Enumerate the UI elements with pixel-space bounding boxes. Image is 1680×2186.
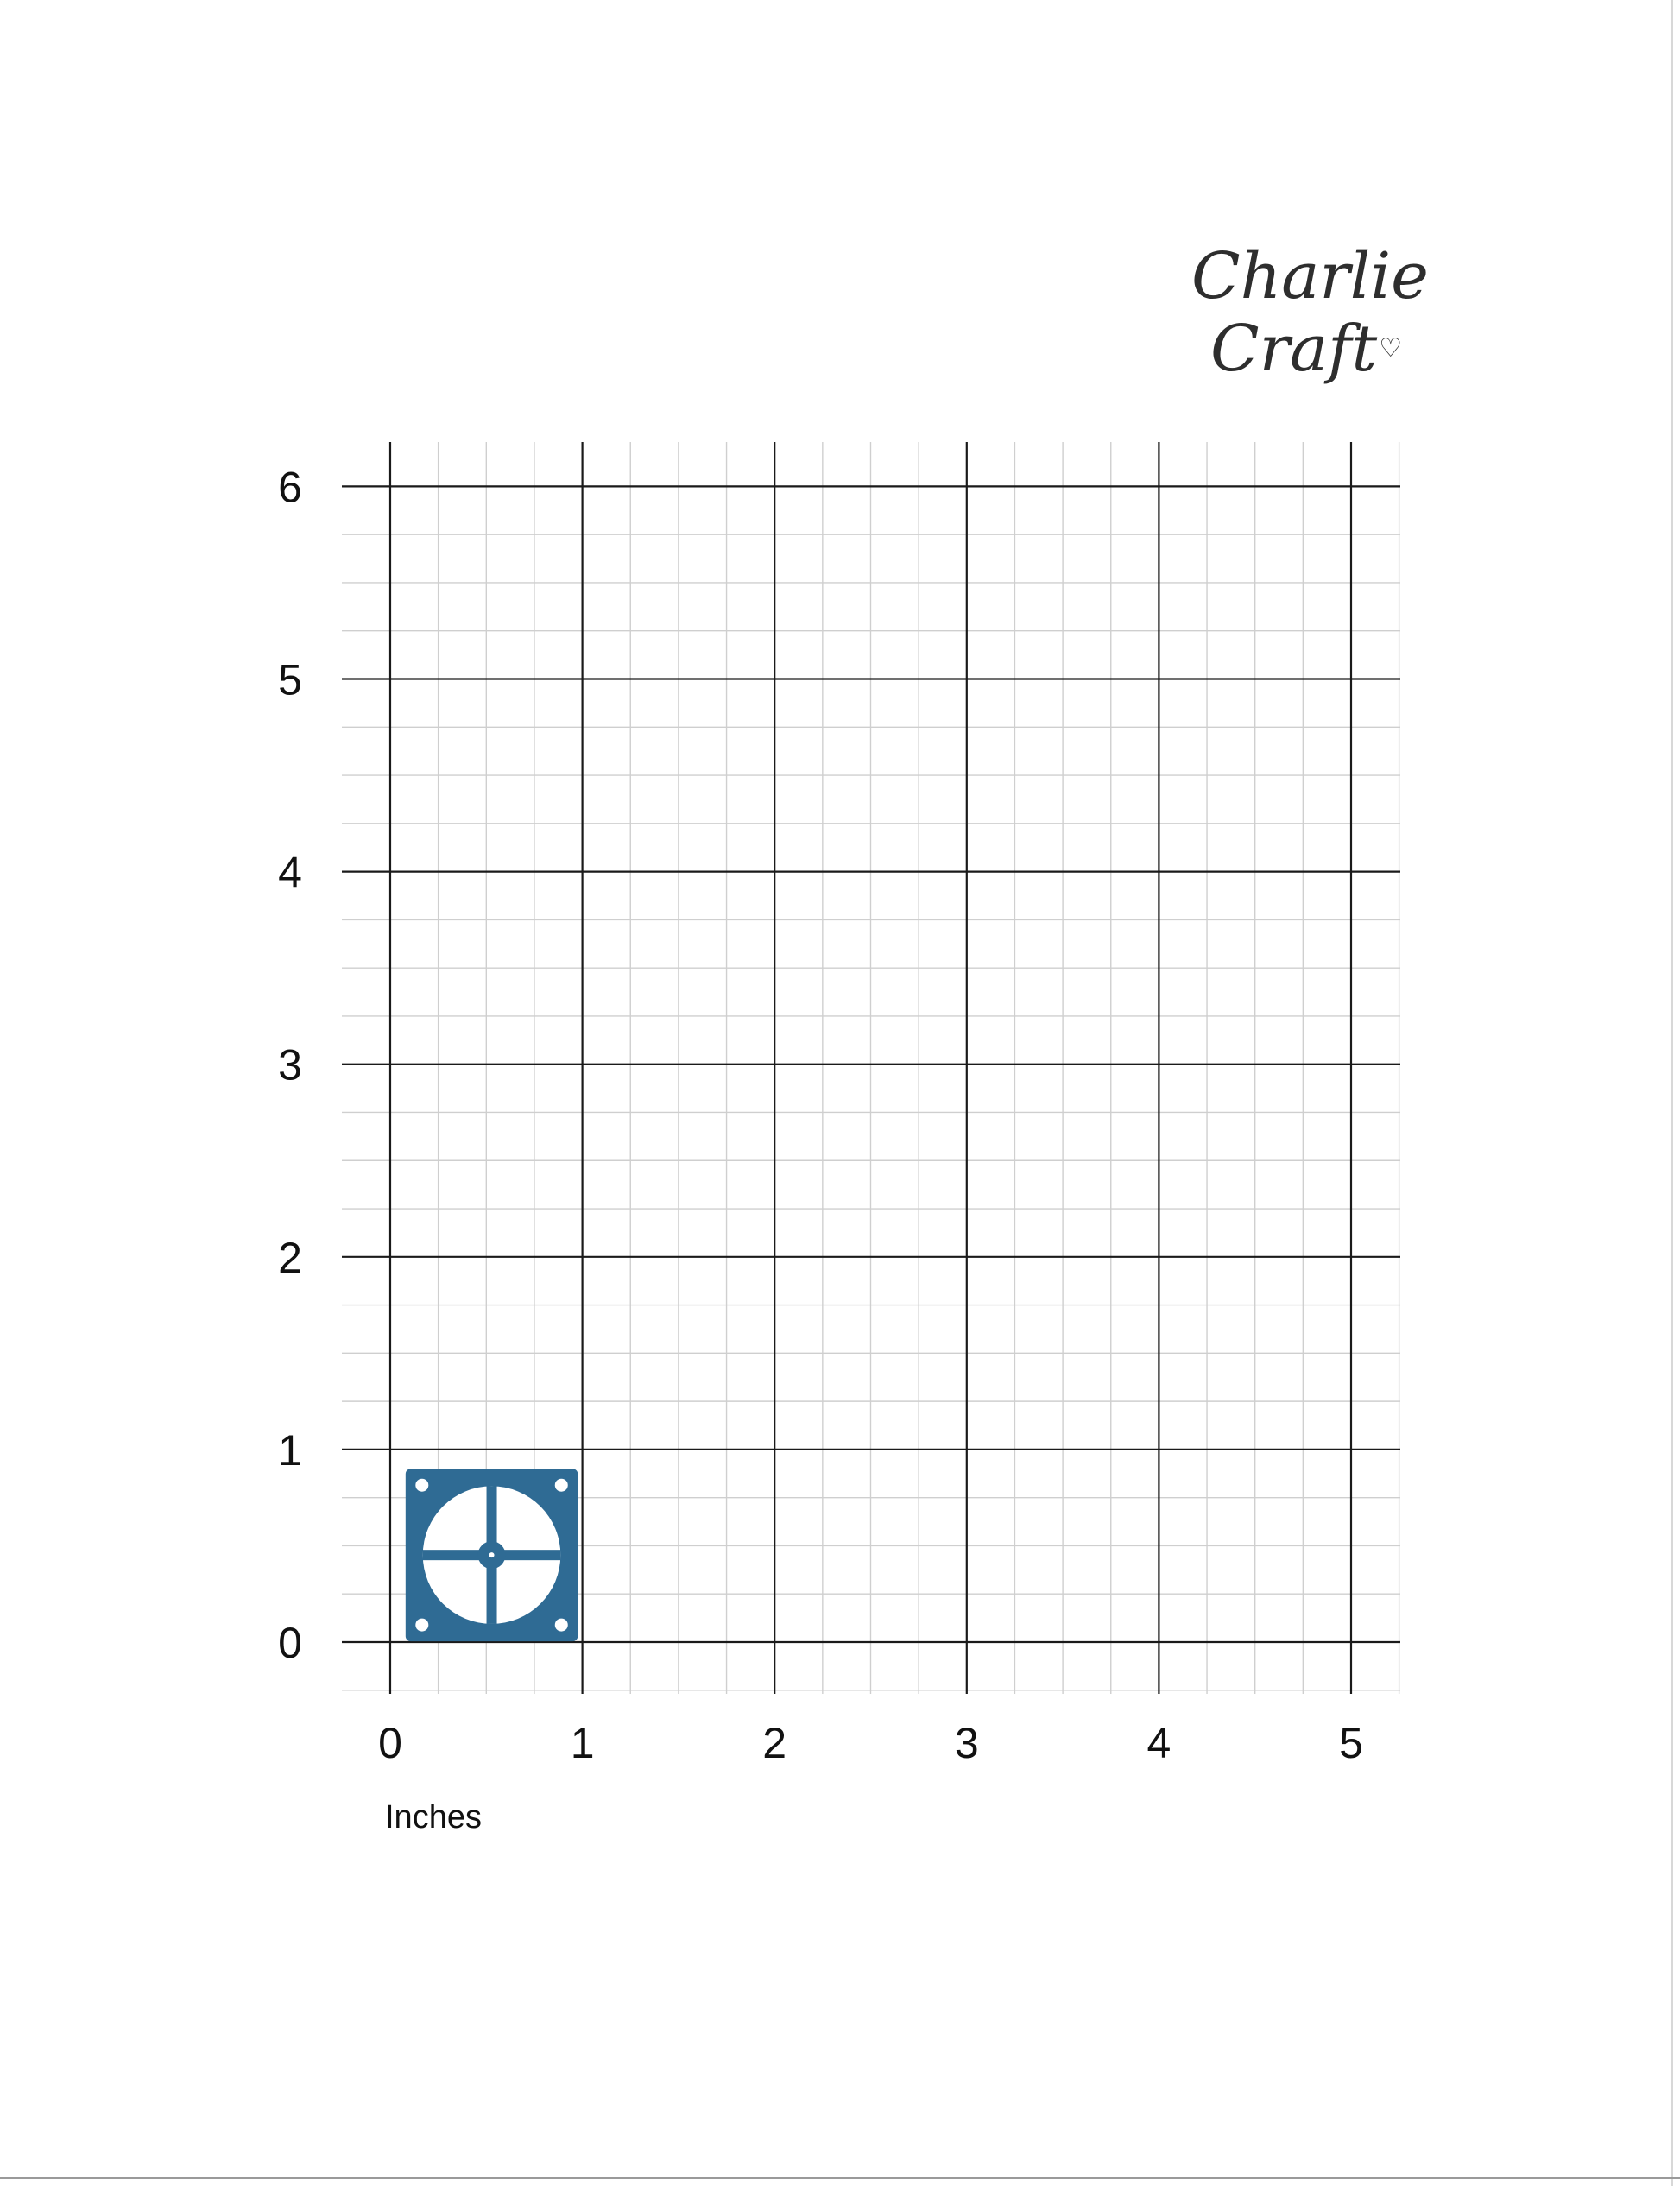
y-tick-label: 1 [278, 1425, 302, 1475]
die-cut-mount-hole [555, 1619, 568, 1632]
logo-line-2-text: Craft [1210, 312, 1378, 386]
y-axis-labels [278, 463, 302, 1667]
logo-line-1: Charlie [1191, 239, 1429, 313]
die-cut-mount-hole [555, 1479, 568, 1492]
die-cut-mount-hole [415, 1619, 428, 1632]
y-tick-label: 6 [278, 463, 302, 512]
x-tick-label: 3 [954, 1719, 979, 1767]
y-tick-label: 5 [278, 655, 302, 704]
y-tick-label: 0 [278, 1619, 302, 1667]
x-axis-labels [378, 1719, 1363, 1767]
die-cut-mount-hole [415, 1479, 428, 1492]
fan-grille-icon [406, 1469, 578, 1641]
y-tick-label: 3 [278, 1040, 302, 1090]
heart-icon: ♡ [1379, 333, 1403, 363]
x-tick-label: 1 [570, 1719, 595, 1767]
die-cut-hub-hole [489, 1552, 495, 1557]
x-tick-label: 5 [1339, 1719, 1363, 1767]
x-tick-label: 0 [378, 1719, 402, 1767]
x-axis-unit-label: Inches [385, 1799, 482, 1835]
x-tick-label: 2 [762, 1719, 787, 1767]
x-tick-label: 4 [1146, 1719, 1172, 1767]
y-tick-label: 2 [278, 1233, 302, 1282]
y-tick-label: 4 [278, 848, 302, 897]
